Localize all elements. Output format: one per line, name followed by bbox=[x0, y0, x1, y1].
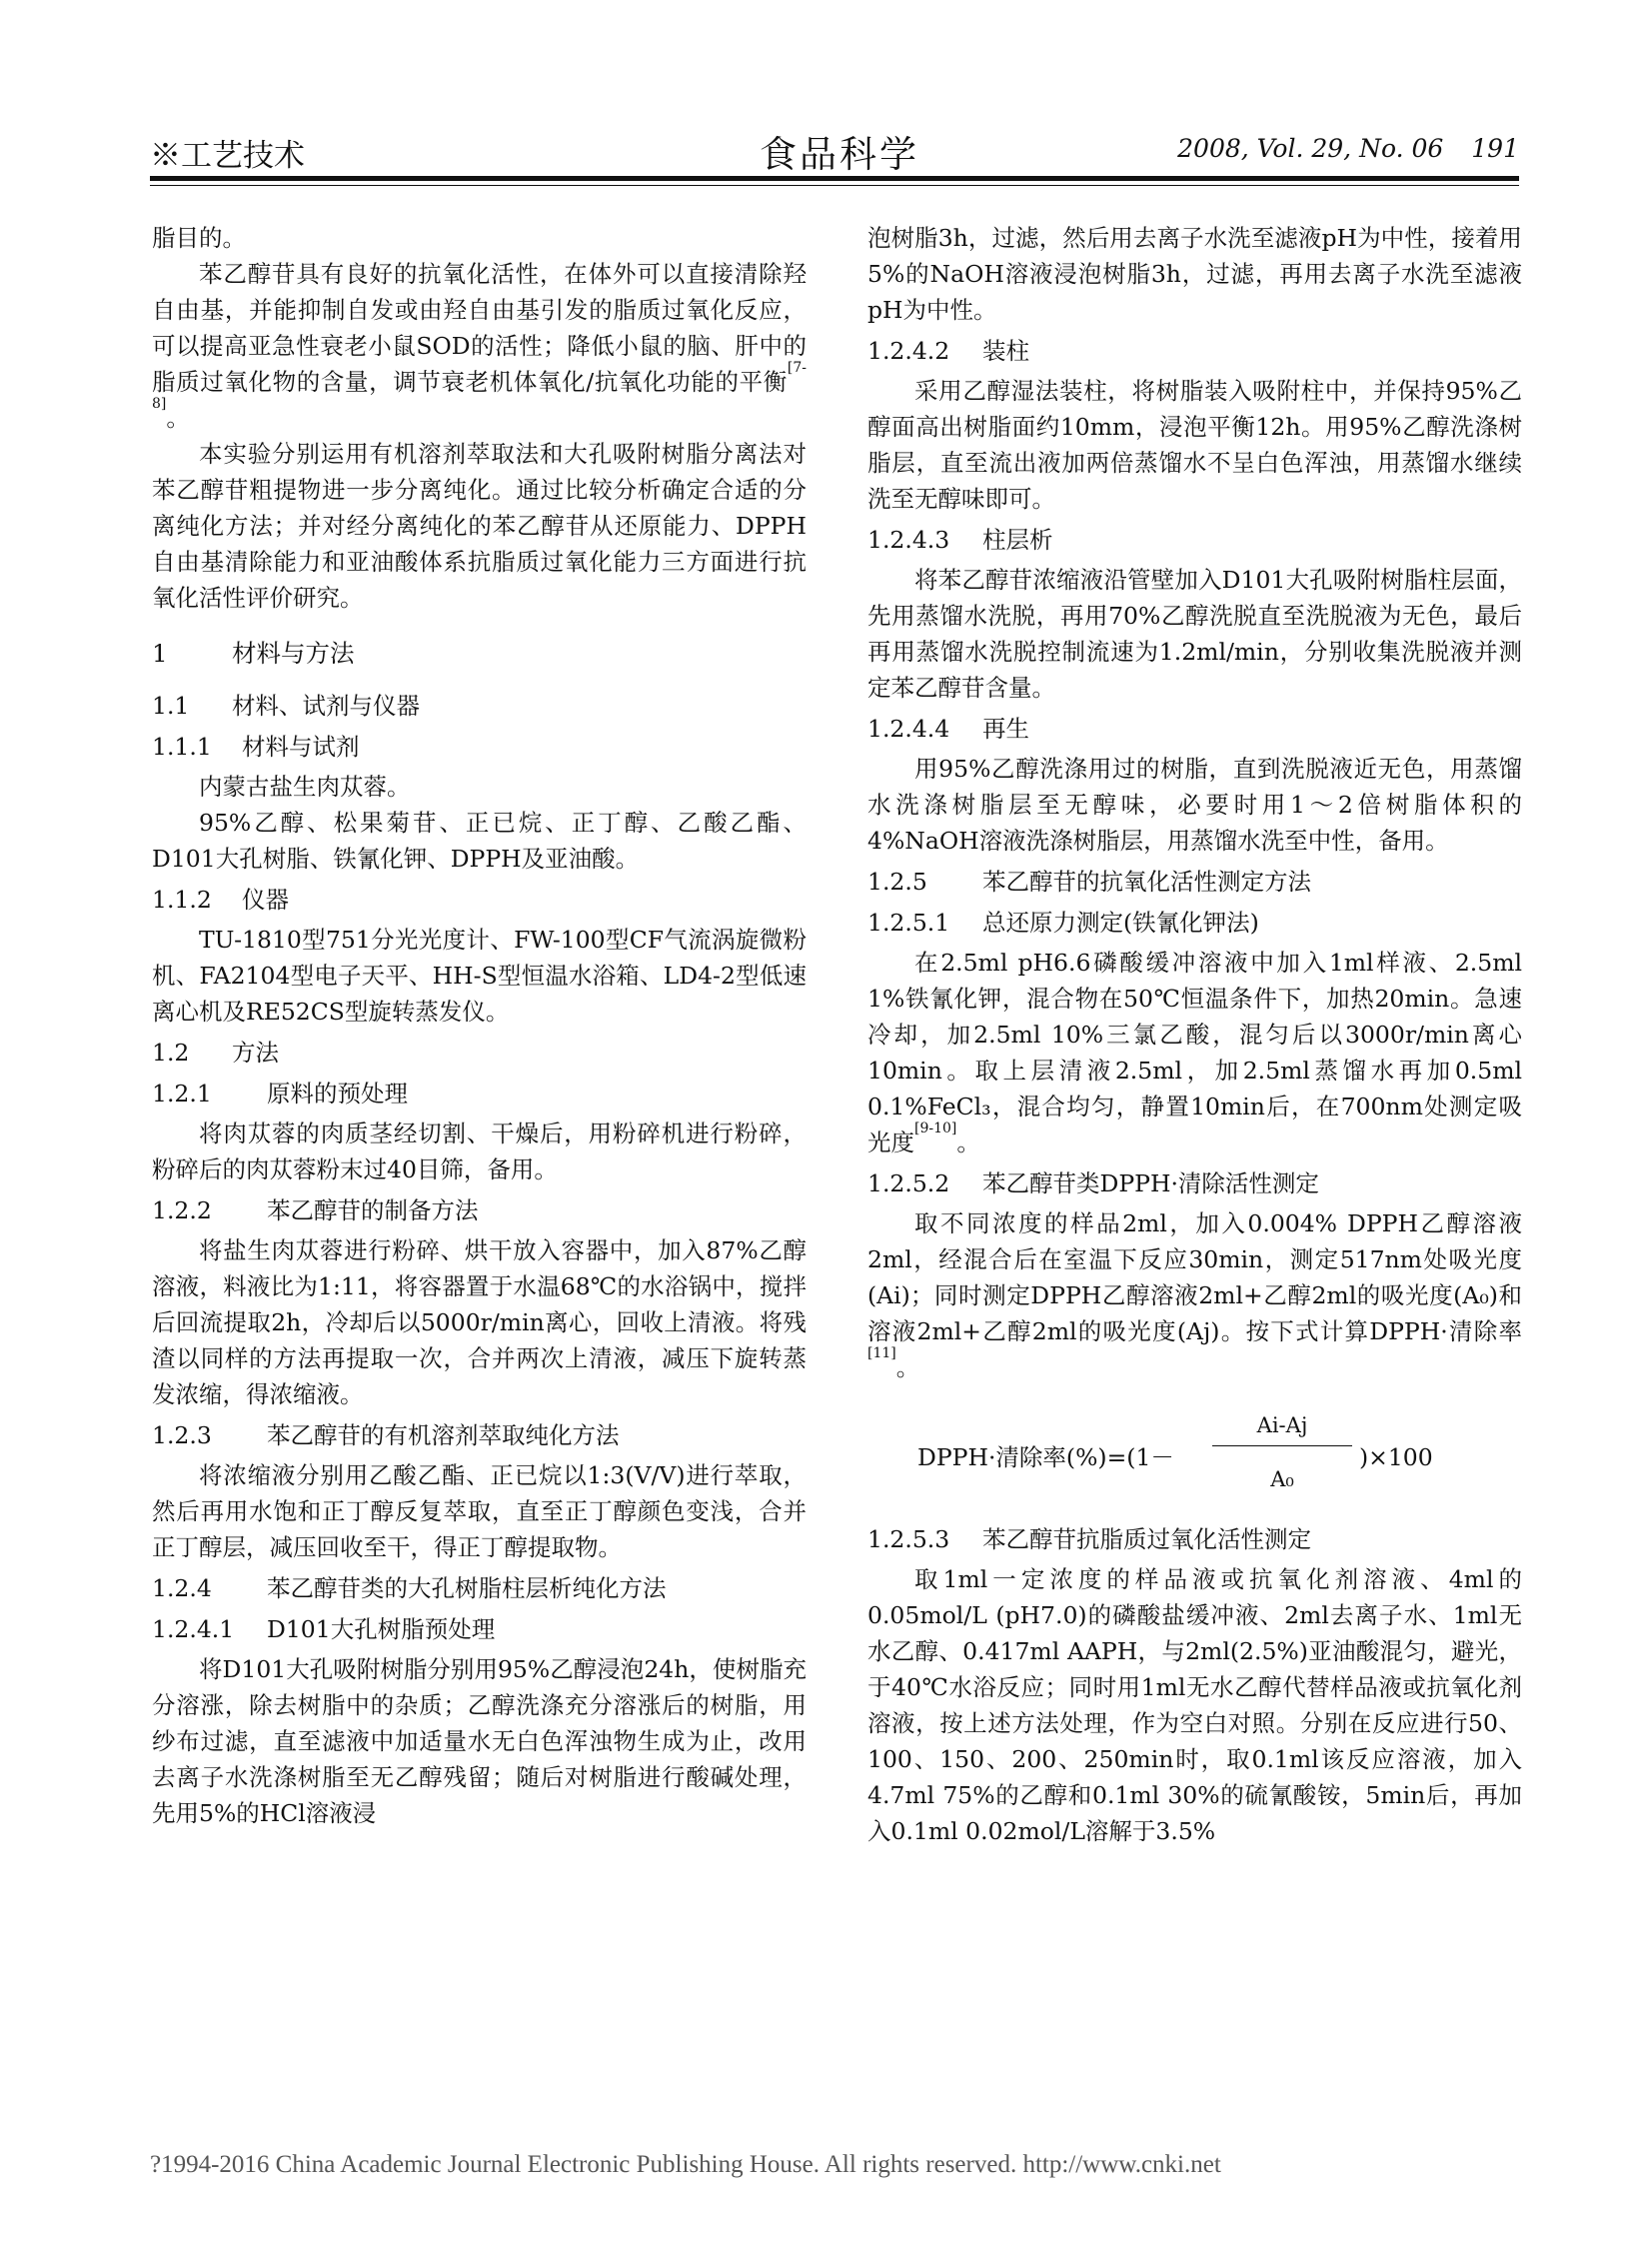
paragraph: 泡树脂3h，过滤，然后用去离子水洗至滤液pH为中性，接着用5%的NaOH溶液浸泡树脂3h，过滤，再用去离子水洗至滤液pH为中性。 bbox=[867, 224, 1522, 324]
heading-title: 苯乙醇苷的制备方法 bbox=[267, 1196, 479, 1224]
paragraph: 内蒙古盐生肉苁蓉。 bbox=[199, 773, 411, 801]
header-citation bbox=[1177, 134, 1519, 163]
running-header bbox=[150, 130, 1519, 178]
heading-title: 材料与方法 bbox=[232, 639, 355, 668]
formula-rhs: )×100 bbox=[1359, 1443, 1433, 1471]
page-number: 191 bbox=[1471, 134, 1519, 163]
heading-number: 1.2.4.3 bbox=[867, 526, 950, 554]
paragraph: 脂目的。 bbox=[152, 224, 246, 252]
paragraph: 将盐生肉苁蓉进行粉碎、烘干放入容器中，加入87%乙醇溶液，料液比为1:11，将容器置于水温68℃的水浴锅中，搅拌后回流提取2h，冷却后以5000r/min离心，回收上清液。将残渣以同样的方法再提取一次，合并两次上清液，减压下旋转蒸发浓缩，得浓缩液。 bbox=[152, 1236, 807, 1408]
heading-title: 再生 bbox=[982, 715, 1029, 743]
heading-title: 苯乙醇苷的抗氧化活性测定方法 bbox=[982, 868, 1311, 896]
heading-number: 1.1.1 bbox=[152, 733, 212, 761]
heading-number: 1.2.4.1 bbox=[152, 1615, 235, 1643]
subsection-heading bbox=[152, 688, 807, 724]
subsection-heading bbox=[152, 882, 807, 918]
paragraph: 将浓缩液分别用乙酸乙酯、正已烷以1:3(V/V)进行萃取，然后再用水饱和正丁醇反复萃取，直至正丁醇颜色变浅，合并正丁醇层，减压回收至干，得正丁醇提取物。 bbox=[152, 1461, 807, 1561]
heading-number: 1.2.4.4 bbox=[867, 715, 950, 743]
heading-title: D101大孔树脂预处理 bbox=[267, 1615, 496, 1643]
subsection-heading bbox=[152, 1611, 807, 1647]
paragraph-text: 取不同浓度的样品2ml，加入0.004% DPPH乙醇溶液2ml，经混合后在室温下反应30min，测定517nm处吸光度(Ai)；同时测定DPPH乙醇溶液2ml+乙醇2ml的吸光度(A₀)和溶液2ml+乙醇2ml的吸光度(Aj)。按下式计算DPPH·清除率 bbox=[867, 1209, 1522, 1345]
formula-numerator: Ai-Aj bbox=[1256, 1413, 1308, 1437]
heading-title: 方法 bbox=[232, 1039, 279, 1067]
heading-title: 装柱 bbox=[982, 337, 1029, 365]
heading-title: 苯乙醇苷抗脂质过氧化活性测定 bbox=[982, 1525, 1311, 1553]
dpph-formula bbox=[867, 1411, 1522, 1503]
heading-number: 1.2.2 bbox=[152, 1196, 212, 1224]
paragraph-end: 。 bbox=[166, 404, 190, 432]
subsection-heading bbox=[867, 333, 1522, 369]
subsection-heading bbox=[152, 1035, 807, 1071]
heading-title: 苯乙醇苷类DPPH·清除活性测定 bbox=[982, 1169, 1319, 1197]
subsection-heading bbox=[152, 1192, 807, 1228]
subsection-heading bbox=[152, 1076, 807, 1112]
subsection-heading bbox=[152, 1417, 807, 1453]
citation: 2008, Vol. 29, No. 06 bbox=[1177, 134, 1444, 163]
section-heading bbox=[152, 636, 807, 672]
paragraph-end: 。 bbox=[956, 1128, 980, 1156]
paragraph: TU-1810型751分光光度计、FW-100型CF气流涡旋微粉机、FA2104型电子天平、HH-S型恒温水浴箱、LD4-2型低速离心机及RE52CS型旋转蒸发仪。 bbox=[152, 926, 807, 1026]
heading-number: 1.1.2 bbox=[152, 886, 212, 914]
subsection-heading bbox=[867, 711, 1522, 747]
paragraph: 将肉苁蓉的肉质茎经切割、干燥后，用粉碎机进行粉碎，粉碎后的肉苁蓉粉末过40目筛，备用。 bbox=[152, 1120, 807, 1183]
header-section: ※工艺技术 bbox=[150, 138, 305, 174]
left-column bbox=[152, 220, 807, 1831]
citation-ref: [7-8] bbox=[152, 360, 807, 412]
paragraph-text: 在2.5ml pH6.6磷酸缓冲溶液中加入1ml样液、2.5ml 1%铁氰化钾，混合物在50℃恒温条件下，加热20min。急速冷却，加2.5ml 10%三氯乙酸，混匀后以3000r/min离心10min。取上层清液2.5ml，加2.5ml蒸馏水再加0.5ml 0.1%FeCl₃，混合均匀，静置10min后，在700nm处测定吸光度 bbox=[867, 949, 1522, 1156]
heading-number: 1.1 bbox=[152, 692, 190, 720]
subsection-heading bbox=[867, 864, 1522, 900]
heading-title: 材料与试剂 bbox=[242, 733, 360, 761]
paragraph-text: 苯乙醇苷具有良好的抗氧化活性，在体外可以直接清除羟自由基，并能抑制自发或由羟自由基引发的脂质过氧化反应，可以提高亚急性衰老小鼠SOD的活性；降低小鼠的脑、肝中的脂质过氧化物的含量，调节衰老机体氧化/抗氧化功能的平衡 bbox=[152, 260, 807, 396]
heading-number: 1.2.5 bbox=[867, 868, 927, 896]
citation-ref: [9-10] bbox=[914, 1121, 957, 1136]
citation-ref: [11] bbox=[867, 1345, 896, 1361]
formula-denominator: A₀ bbox=[1270, 1467, 1294, 1491]
heading-title: 苯乙醇苷类的大孔树脂柱层析纯化方法 bbox=[267, 1574, 667, 1602]
fraction-bar bbox=[1212, 1445, 1352, 1446]
heading-number: 1.2.5.1 bbox=[867, 909, 950, 937]
copyright-footer: ?1994-2016 China Academic Journal Electronic Publishing House. All rights reserved. http://www.cnki.net bbox=[150, 2151, 1221, 2178]
paragraph: 将苯乙醇苷浓缩液沿管壁加入D101大孔吸附树脂柱层面，先用蒸馏水洗脱，再用70%乙醇洗脱直至洗脱液为无色，最后再用蒸馏水洗脱控制流速为1.2ml/min，分别收集洗脱液并测定苯乙醇苷含量。 bbox=[867, 566, 1522, 702]
header-rule-thick bbox=[150, 176, 1519, 181]
heading-title: 总还原力测定(铁氰化钾法) bbox=[982, 909, 1259, 937]
header-rule-thin bbox=[150, 185, 1519, 186]
heading-number: 1.2.1 bbox=[152, 1080, 212, 1108]
paragraph bbox=[867, 1205, 1522, 1385]
paragraph bbox=[152, 256, 807, 436]
heading-title: 柱层析 bbox=[982, 526, 1053, 554]
heading-number: 1.2.4.2 bbox=[867, 337, 950, 365]
paragraph: 采用乙醇湿法装柱，将树脂装入吸附柱中，并保持95%乙醇面高出树脂面约10mm，浸泡平衡12h。用95%乙醇洗涤树脂层，直至流出液加两倍蒸馏水不呈白色浑浊，用蒸馏水继续洗至无醇味即可。 bbox=[867, 377, 1522, 513]
subsection-heading bbox=[152, 729, 807, 765]
subsection-heading bbox=[867, 1165, 1522, 1201]
subsection-heading bbox=[867, 1521, 1522, 1557]
heading-title: 仪器 bbox=[242, 886, 289, 914]
heading-number: 1.2.4 bbox=[152, 1574, 212, 1602]
paragraph: 取1ml一定浓度的样品液或抗氧化剂溶液、4ml的0.05mol/L (pH7.0)的磷酸盐缓冲液、2ml去离子水、1ml无水乙醇、0.417ml AAPH，与2ml(2.5%)亚油酸混匀，避光，于40℃水浴反应；同时用1ml无水乙醇代替样品液或抗氧化剂溶液，按上述方法处理，作为空白对照。分别在反应进行50、100、150、200、250min时，取0.1ml该反应溶液，加入4.7ml 75%的乙醇和0.1ml 30%的硫氰酸铵，5min后，再加入0.1ml 0.02mol/L溶解于3.5% bbox=[867, 1565, 1522, 1845]
paragraph-end: 。 bbox=[895, 1353, 920, 1381]
heading-title: 苯乙醇苷的有机溶剂萃取纯化方法 bbox=[267, 1421, 620, 1449]
paragraph: 将D101大孔吸附树脂分别用95%乙醇浸泡24h，使树脂充分溶涨，除去树脂中的杂质；乙醇洗涤充分溶涨后的树脂，用纱布过滤，直至滤液中加适量水无白色浑浊物生成为止，改用去离子水洗涤树脂至无乙醇残留；随后对树脂进行酸碱处理，先用5%的HCl溶液浸 bbox=[152, 1655, 807, 1827]
paragraph: 本实验分别运用有机溶剂萃取法和大孔吸附树脂分离法对苯乙醇苷粗提物进一步分离纯化。通过比较分析确定合适的分离纯化方法；并对经分离纯化的苯乙醇苷从还原能力、DPPH自由基清除能力和亚油酸体系抗脂质过氧化能力三方面进行抗氧化活性评价研究。 bbox=[152, 440, 807, 612]
subsection-heading bbox=[152, 1570, 807, 1606]
subsection-heading bbox=[867, 522, 1522, 558]
heading-number: 1.2 bbox=[152, 1039, 190, 1067]
heading-number: 1 bbox=[152, 639, 168, 668]
paragraph: 95%乙醇、松果菊苷、正已烷、正丁醇、乙酸乙酯、D101大孔树脂、铁氰化钾、DPPH及亚油酸。 bbox=[152, 809, 807, 873]
heading-number: 1.2.3 bbox=[152, 1421, 212, 1449]
heading-title: 材料、试剂与仪器 bbox=[232, 692, 420, 720]
formula-lhs: DPPH·清除率(%)=(1－ bbox=[917, 1443, 1174, 1471]
paragraph: 用95%乙醇洗涤用过的树脂，直到洗脱液近无色，用蒸馏水洗涤树脂层至无醇味，必要时用1～2倍树脂体积的4%NaOH溶液洗涤树脂层，用蒸馏水洗至中性，备用。 bbox=[867, 755, 1522, 855]
heading-title: 原料的预处理 bbox=[267, 1080, 408, 1108]
heading-number: 1.2.5.3 bbox=[867, 1525, 950, 1553]
journal-name: 食品科学 bbox=[760, 133, 919, 176]
subsection-heading bbox=[867, 905, 1522, 941]
heading-number: 1.2.5.2 bbox=[867, 1169, 950, 1197]
paragraph bbox=[867, 945, 1522, 1160]
right-column bbox=[867, 220, 1522, 1849]
